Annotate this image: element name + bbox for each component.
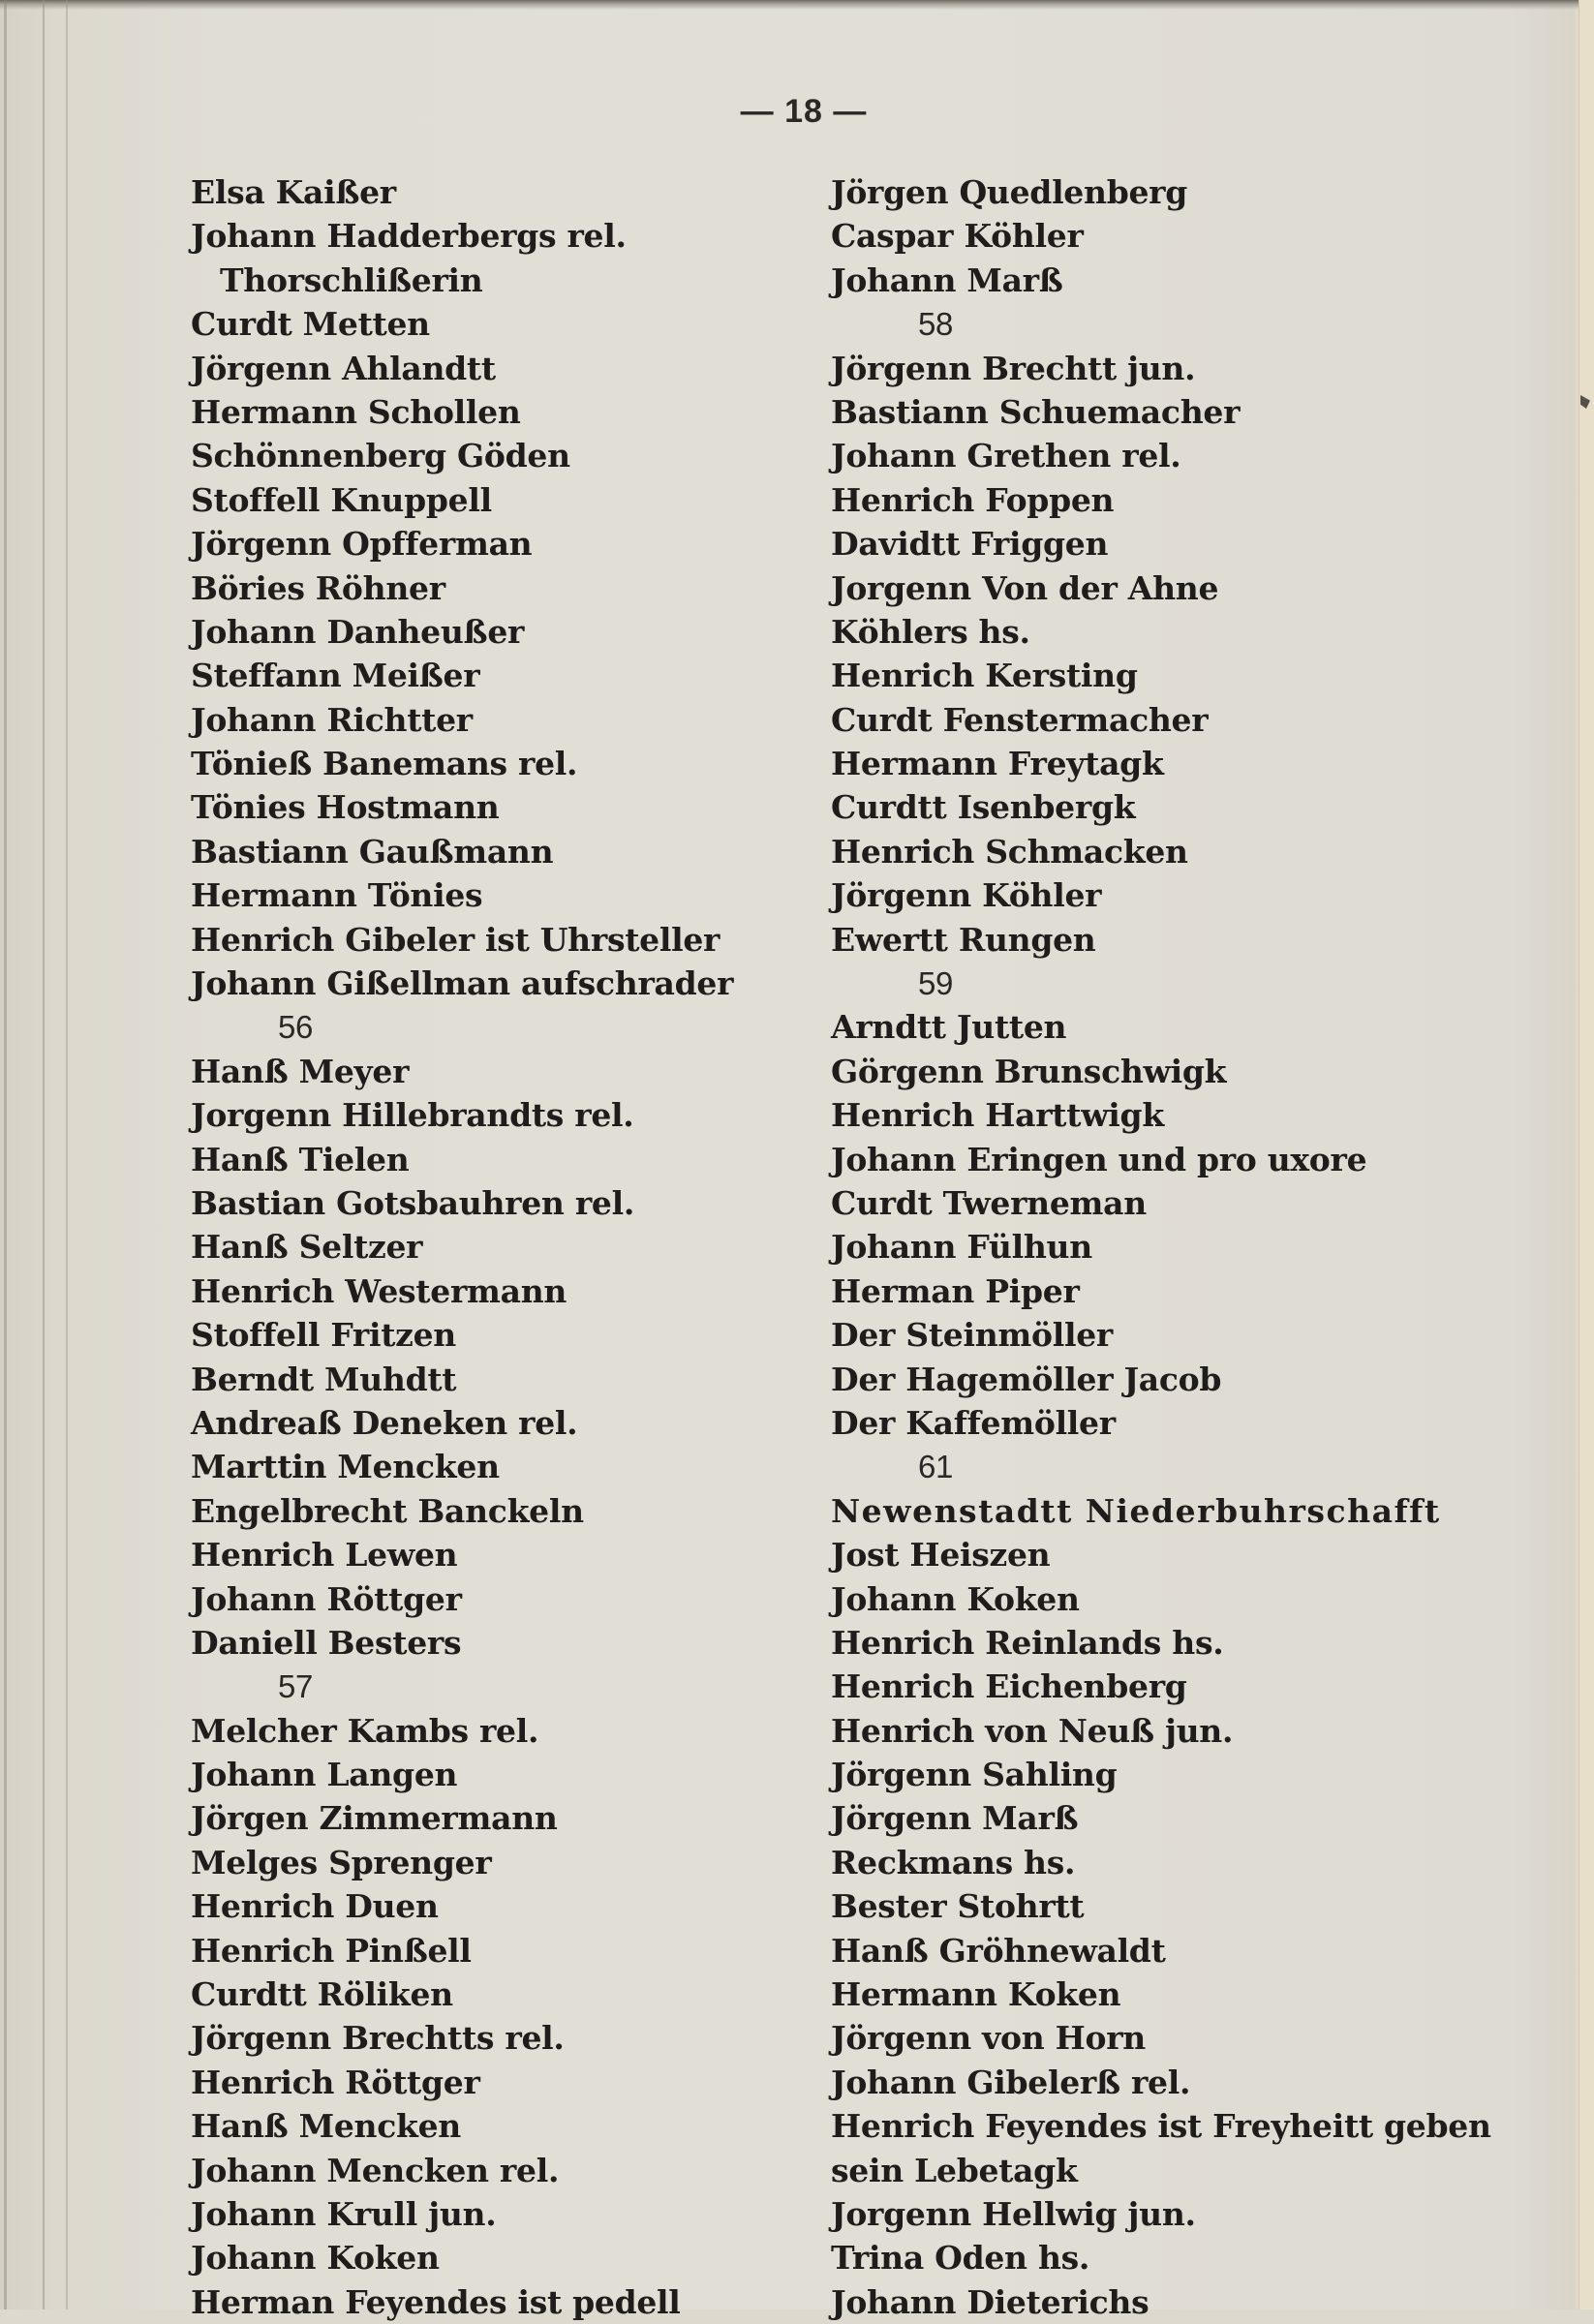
list-item: Johann Gibelerß rel.	[831, 2063, 1191, 2101]
list-item: Johann Dieterichs	[831, 2282, 1150, 2321]
list-item: Henrich Reinlands hs.	[831, 1623, 1224, 1662]
section-number: 57	[278, 1668, 314, 1705]
list-item: Berndt Muhdtt	[191, 1360, 457, 1398]
list-item: Schönnenberg Göden	[191, 437, 570, 475]
list-item: Jörgenn Köhler	[831, 876, 1102, 915]
list-item: Henrich Duen	[191, 1887, 439, 1926]
list-item: Curdt Fenstermacher	[831, 700, 1209, 739]
list-item: Henrich Röttger	[191, 2063, 480, 2101]
list-item: Johann Danheußer	[191, 612, 525, 651]
binding-edge	[4, 0, 7, 2309]
list-item: Herman Feyendes ist pedell	[191, 2282, 681, 2321]
binding-gutter	[66, 0, 68, 2309]
list-item: Herman Piper	[831, 1271, 1080, 1310]
section-number: 59	[918, 965, 954, 1002]
list-item: Johann Mencken rel.	[191, 2151, 560, 2189]
list-item: Hermann Koken	[831, 1975, 1121, 2014]
list-item: sein Lebetagk	[831, 2151, 1078, 2189]
list-item: Caspar Köhler	[831, 217, 1084, 256]
left-column	[191, 170, 733, 2324]
page-top-shadow	[0, 0, 1594, 10]
list-item: Henrich Kersting	[831, 657, 1138, 695]
list-item: Köhlers hs.	[831, 612, 1030, 651]
list-item: Tönieß Banemans rel.	[191, 745, 578, 783]
list-item: Hanß Gröhnewaldt	[831, 1931, 1166, 1970]
list-item: Trina Oden hs.	[831, 2239, 1090, 2278]
list-item: Stoffell Knuppell	[191, 480, 492, 519]
list-item: Jost Heiszen	[831, 1536, 1051, 1575]
list-item: Curdt Twerneman	[831, 1183, 1147, 1222]
right-column	[831, 170, 1491, 2324]
page-number: — 18 —	[740, 93, 868, 130]
list-item: Johann Eringen und pro uxore	[831, 1140, 1367, 1178]
list-item: Tönies Hostmann	[191, 788, 500, 827]
list-item: Henrich Westermann	[191, 1271, 567, 1310]
list-item: Hermann Tönies	[191, 876, 483, 915]
list-item: Henrich Schmacken	[831, 832, 1188, 871]
list-item: Jorgenn Hillebrandts rel.	[191, 1096, 634, 1135]
list-item: Johann Hadderbergs rel.	[191, 217, 627, 256]
list-item: Hanß Meyer	[191, 1052, 410, 1090]
list-item: Jörgenn von Horn	[831, 2019, 1146, 2058]
list-item: Der Steinmöller	[831, 1316, 1113, 1355]
list-item: Hanß Tielen	[191, 1140, 410, 1178]
list-item: Henrich Gibeler ist Uhrsteller	[191, 920, 720, 959]
list-item: Johann Fülhun	[831, 1228, 1092, 1267]
section-number: 61	[918, 1449, 954, 1485]
list-item: Hanß Seltzer	[191, 1228, 423, 1267]
list-item: Jorgenn Von der Ahne	[831, 568, 1219, 607]
list-item: Bester Stohrtt	[831, 1887, 1085, 1926]
list-item: Elsa Kaißer	[191, 173, 396, 211]
list-item: Melcher Kambs rel.	[191, 1711, 539, 1750]
list-item: Jörgenn Ahlandtt	[191, 349, 496, 387]
list-item: Görgenn Brunschwigk	[831, 1052, 1227, 1090]
list-item: Hanß Mencken	[191, 2107, 461, 2146]
list-item: Der Kaffemöller	[831, 1403, 1116, 1442]
list-item: Henrich Feyendes ist Freyheitt geben	[831, 2107, 1491, 2146]
list-item: Jörgenn Sahling	[831, 1756, 1118, 1794]
section-number: 56	[278, 1009, 314, 1046]
list-item: Andreaß Deneken rel.	[191, 1403, 578, 1442]
list-item: Henrich Lewen	[191, 1536, 458, 1575]
list-item: Daniell Besters	[191, 1623, 462, 1662]
list-item: Jörgenn Marß	[831, 1799, 1079, 1838]
list-item: Jörgen Quedlenberg	[831, 173, 1188, 211]
list-item: Engelbrecht Banckeln	[191, 1491, 584, 1530]
list-item: Johann Marß	[831, 260, 1063, 299]
list-item: Bastiann Gaußmann	[191, 832, 554, 871]
list-item: Bastiann Schuemacher	[831, 392, 1241, 431]
list-item: Der Hagemöller Jacob	[831, 1360, 1222, 1398]
list-item: Davidtt Friggen	[831, 525, 1109, 564]
list-item: Jörgen Zimmermann	[191, 1799, 558, 1838]
list-item: Melges Sprenger	[191, 1843, 492, 1881]
list-item: Johann Langen	[191, 1756, 458, 1794]
list-item: Henrich Foppen	[831, 480, 1115, 519]
binding-fold	[43, 0, 45, 2309]
list-item: Henrich von Neuß jun.	[831, 1711, 1234, 1750]
list-item: Curdt Metten	[191, 305, 430, 344]
page-right-edge	[1579, 0, 1594, 2309]
section-number: 58	[918, 306, 954, 343]
list-item: Henrich Eichenberg	[831, 1667, 1187, 1706]
list-item: Johann Krull jun.	[191, 2194, 497, 2233]
list-item: Curdtt Röliken	[191, 1975, 453, 2014]
list-item: Marttin Mencken	[191, 1448, 500, 1486]
list-item: Johann Richtter	[191, 700, 473, 739]
list-item: Hermann Schollen	[191, 392, 521, 431]
list-item: Henrich Harttwigk	[831, 1096, 1164, 1135]
list-item: Johann Koken	[831, 1579, 1080, 1618]
list-item: Johann Koken	[191, 2239, 440, 2278]
list-item: Johann Röttger	[191, 1579, 462, 1618]
list-item: Stoffell Fritzen	[191, 1316, 456, 1355]
district-heading: Newenstadtt Niederbuhrschafft	[831, 1491, 1441, 1530]
list-item: Jörgenn Brechtts rel.	[191, 2019, 565, 2058]
list-item: Reckmans hs.	[831, 1843, 1076, 1881]
list-item-continuation: Thorschlißerin	[220, 260, 483, 299]
list-item: Johann Grethen rel.	[831, 437, 1181, 475]
list-item: Jorgenn Hellwig jun.	[831, 2194, 1196, 2233]
list-item: Steffann Meißer	[191, 657, 480, 695]
list-item: Jörgenn Opfferman	[191, 525, 533, 564]
list-item: Jörgenn Brechtt jun.	[831, 349, 1196, 387]
list-item: Arndtt Jutten	[831, 1008, 1067, 1047]
list-item: Johann Gißellman aufschrader	[191, 964, 734, 1003]
list-item: Hermann Freytagk	[831, 745, 1164, 783]
list-item: Böries Röhner	[191, 568, 445, 607]
list-item: Curdtt Isenbergk	[831, 788, 1136, 827]
list-item: Henrich Pinßell	[191, 1931, 472, 1970]
list-item: Ewertt Rungen	[831, 920, 1096, 959]
list-item: Bastian Gotsbauhren rel.	[191, 1183, 635, 1222]
